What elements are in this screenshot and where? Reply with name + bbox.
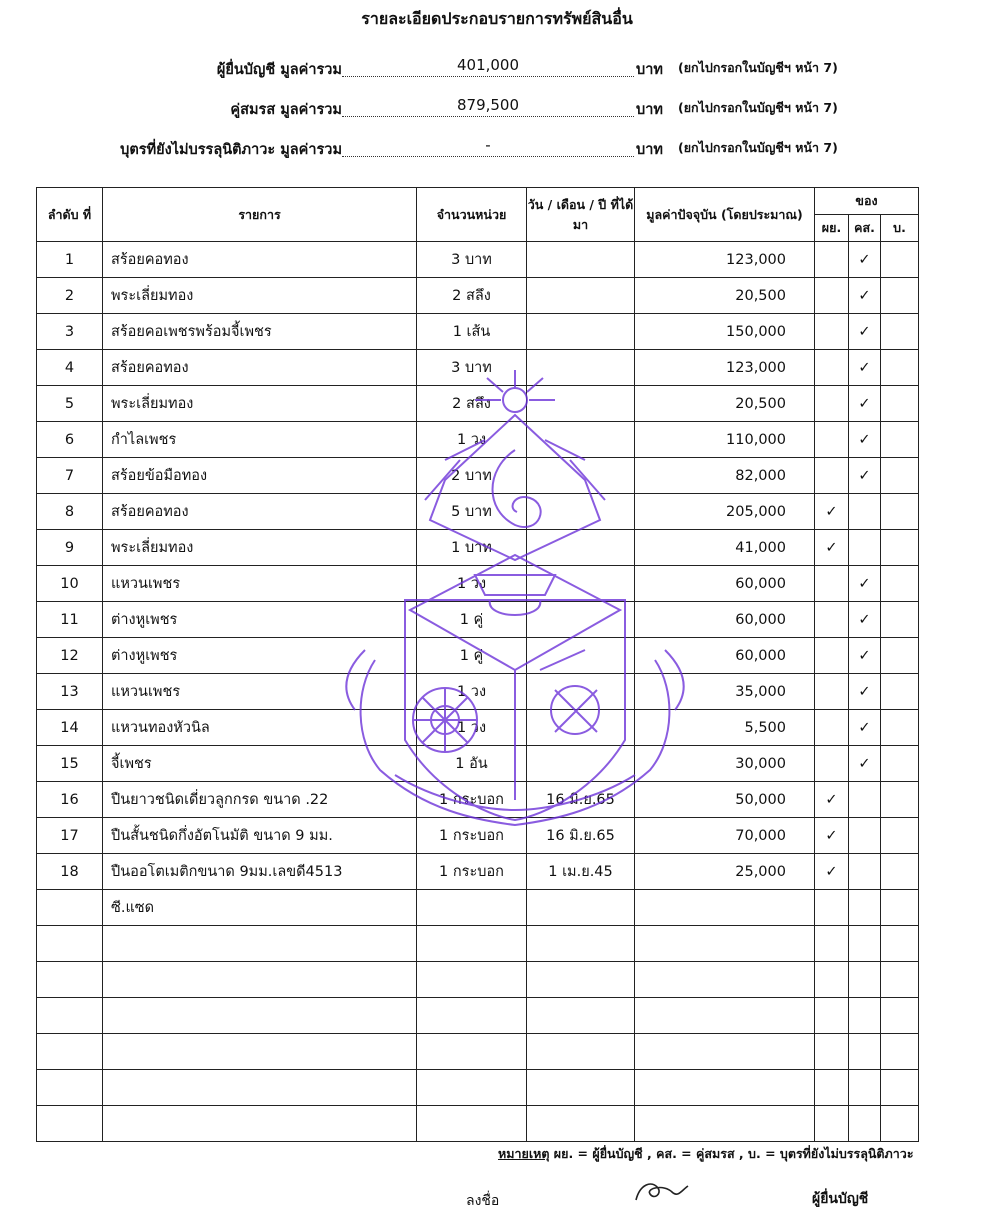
blank-cell <box>815 962 849 998</box>
blank-cell <box>881 926 919 962</box>
cell-owner-child <box>881 242 919 278</box>
check-mark-icon: ✓ <box>825 539 838 556</box>
cell-owner-declarant <box>815 674 849 710</box>
check-mark-icon: ✓ <box>858 251 871 268</box>
blank-cell <box>37 1034 103 1070</box>
cell-owner-spouse <box>849 710 881 746</box>
cell-owner-child <box>881 386 919 422</box>
cell-no: 11 <box>37 602 103 638</box>
table-row <box>37 638 919 674</box>
cell-owner-declarant <box>815 278 849 314</box>
cell-item: สร้อยคอทอง <box>103 242 417 278</box>
cell-owner-child <box>881 566 919 602</box>
cell-owner-child <box>881 818 919 854</box>
cell-item: แหวนทองหัวนิล <box>103 710 417 746</box>
table-row <box>37 890 919 926</box>
cell-value: 205,000 <box>635 494 815 530</box>
check-mark-icon: ✓ <box>858 323 871 340</box>
cell-qty: 1 บาท <box>417 530 527 566</box>
blank-cell <box>527 1034 635 1070</box>
cell-value: 25,000 <box>635 854 815 890</box>
cell-owner-declarant <box>815 566 849 602</box>
cell-value: 20,500 <box>635 278 815 314</box>
check-mark-icon: ✓ <box>858 359 871 376</box>
cell-qty: 1 วง <box>417 422 527 458</box>
cell-qty: 1 กระบอก <box>417 854 527 890</box>
cell-value: 123,000 <box>635 350 815 386</box>
cell-owner-spouse <box>849 782 881 818</box>
cell-owner-spouse <box>849 494 881 530</box>
table-row <box>37 278 919 314</box>
blank-cell <box>527 998 635 1034</box>
cell-date <box>527 638 635 674</box>
cell-owner-spouse <box>849 350 881 386</box>
blank-cell <box>635 1106 815 1142</box>
cell-date <box>527 278 635 314</box>
blank-cell <box>417 926 527 962</box>
cell-owner-child <box>881 458 919 494</box>
header-qty: จำนวนหน่วย <box>417 188 527 242</box>
check-mark-icon: ✓ <box>825 863 838 880</box>
blank-row <box>37 926 919 962</box>
cell-owner-spouse <box>849 242 881 278</box>
cell-value: 60,000 <box>635 566 815 602</box>
cell-date: 1 เม.ย.45 <box>527 854 635 890</box>
remark <box>498 1144 914 1164</box>
cell-value: 123,000 <box>635 242 815 278</box>
cell-item: สร้อยคอเพชรพร้อมจี้เพชร <box>103 314 417 350</box>
table-row <box>37 494 919 530</box>
blank-cell <box>849 1070 881 1106</box>
summary-unit: บาท <box>636 102 663 118</box>
table-row <box>37 710 919 746</box>
cell-value: 41,000 <box>635 530 815 566</box>
footer-sign-label: ลงชื่อ <box>466 1193 500 1209</box>
cell-owner-declarant <box>815 710 849 746</box>
cell-no: 7 <box>37 458 103 494</box>
blank-cell <box>417 1106 527 1142</box>
table-row <box>37 314 919 350</box>
blank-cell <box>635 998 815 1034</box>
check-mark-icon: ✓ <box>825 827 838 844</box>
blank-cell <box>635 1034 815 1070</box>
cell-date <box>527 602 635 638</box>
header-owner-child: บ. <box>881 215 919 242</box>
cell-item: ต่างหูเพชร <box>103 602 417 638</box>
check-mark-icon: ✓ <box>858 395 871 412</box>
blank-cell <box>527 1070 635 1106</box>
cell-owner-child <box>881 602 919 638</box>
blank-cell <box>37 962 103 998</box>
cell-owner-child <box>881 530 919 566</box>
handwritten-signature <box>632 1178 692 1204</box>
cell-value: 30,000 <box>635 746 815 782</box>
cell-qty: 3 บาท <box>417 350 527 386</box>
cell-owner-child <box>881 422 919 458</box>
blank-row <box>37 1106 919 1142</box>
check-mark-icon: ✓ <box>858 755 871 772</box>
blank-cell <box>849 1034 881 1070</box>
cell-owner-declarant <box>815 314 849 350</box>
cell-no: 6 <box>37 422 103 458</box>
summary-declarant <box>0 58 994 82</box>
header-owner: ของ <box>815 188 919 215</box>
cell-owner-child <box>881 854 919 890</box>
cell-owner-child <box>881 638 919 674</box>
blank-cell <box>881 1070 919 1106</box>
header-value: มูลค่าปัจจุบัน (โดยประมาณ) <box>635 188 815 242</box>
cell-no: 3 <box>37 314 103 350</box>
cell-owner-declarant <box>815 854 849 890</box>
cell-owner-declarant <box>815 782 849 818</box>
table-row <box>37 422 919 458</box>
blank-cell <box>527 1106 635 1142</box>
cell-qty: 1 อัน <box>417 746 527 782</box>
cell-qty: 2 สลึง <box>417 386 527 422</box>
blank-cell <box>103 962 417 998</box>
cell-item: ปืนออโตเมติกขนาด 9มม.เลขดี4513 <box>103 854 417 890</box>
cell-date: 16 มิ.ย.65 <box>527 818 635 854</box>
page-title: รายละเอียดประกอบรายการทรัพย์สินอื่น <box>361 9 633 28</box>
cell-item: ซี.แซด <box>103 890 417 926</box>
cell-qty: 1 วง <box>417 674 527 710</box>
cell-owner-spouse <box>849 422 881 458</box>
blank-cell <box>815 1034 849 1070</box>
remark-text: ผย. = ผู้ยื่นบัญชี , คส. = คู่สมรส , บ. = บุตรที่ยังไม่บรรลุนิติภาวะ <box>549 1146 914 1161</box>
blank-cell <box>417 1034 527 1070</box>
blank-cell <box>635 1070 815 1106</box>
cell-item: แหวนเพชร <box>103 566 417 602</box>
cell-owner-spouse <box>849 674 881 710</box>
cell-no <box>37 890 103 926</box>
table-row <box>37 602 919 638</box>
table-row <box>37 818 919 854</box>
blank-cell <box>849 962 881 998</box>
cell-owner-child <box>881 710 919 746</box>
summary-value: 401,000 <box>456 56 520 74</box>
cell-qty <box>417 890 527 926</box>
cell-value: 5,500 <box>635 710 815 746</box>
cell-no: 5 <box>37 386 103 422</box>
blank-cell <box>103 1034 417 1070</box>
cell-owner-declarant <box>815 638 849 674</box>
cell-owner-child <box>881 746 919 782</box>
table-row <box>37 782 919 818</box>
summary-note: (ยกไปกรอกในบัญชีฯ หน้า 7) <box>678 60 838 75</box>
cell-owner-spouse <box>849 854 881 890</box>
summary-unit: บาท <box>636 62 663 78</box>
cell-date <box>527 494 635 530</box>
blank-cell <box>417 962 527 998</box>
blank-cell <box>635 926 815 962</box>
cell-no: 2 <box>37 278 103 314</box>
cell-owner-child <box>881 314 919 350</box>
cell-owner-declarant <box>815 890 849 926</box>
blank-cell <box>881 998 919 1034</box>
cell-date <box>527 674 635 710</box>
blank-row <box>37 962 919 998</box>
header-no: ลำดับ ที่ <box>37 188 103 242</box>
check-mark-icon: ✓ <box>858 287 871 304</box>
blank-cell <box>37 1070 103 1106</box>
header-date: วัน / เดือน / ปี ที่ได้มา <box>527 188 635 242</box>
cell-date <box>527 746 635 782</box>
cell-value: 60,000 <box>635 638 815 674</box>
blank-row <box>37 998 919 1034</box>
asset-table-body <box>37 242 919 1142</box>
cell-item: สร้อยข้อมือทอง <box>103 458 417 494</box>
check-mark-icon: ✓ <box>825 503 838 520</box>
cell-qty: 1 กระบอก <box>417 782 527 818</box>
blank-cell <box>103 998 417 1034</box>
cell-no: 10 <box>37 566 103 602</box>
table-row <box>37 242 919 278</box>
cell-no: 13 <box>37 674 103 710</box>
check-mark-icon: ✓ <box>858 611 871 628</box>
cell-qty: 3 บาท <box>417 242 527 278</box>
table-row <box>37 746 919 782</box>
cell-qty: 1 คู่ <box>417 638 527 674</box>
blank-cell <box>849 998 881 1034</box>
cell-owner-declarant <box>815 422 849 458</box>
cell-owner-spouse <box>849 314 881 350</box>
footer-declarant-label: ผู้ยื่นบัญชี <box>812 1191 869 1207</box>
blank-row <box>37 1034 919 1070</box>
cell-no: 17 <box>37 818 103 854</box>
blank-cell <box>635 962 815 998</box>
cell-owner-child <box>881 350 919 386</box>
cell-date <box>527 890 635 926</box>
header-owner-declarant: ผย. <box>815 215 849 242</box>
cell-value: 150,000 <box>635 314 815 350</box>
check-mark-icon: ✓ <box>858 467 871 484</box>
check-mark-icon: ✓ <box>858 719 871 736</box>
cell-value: 82,000 <box>635 458 815 494</box>
blank-cell <box>815 1070 849 1106</box>
cell-no: 15 <box>37 746 103 782</box>
cell-no: 1 <box>37 242 103 278</box>
cell-no: 18 <box>37 854 103 890</box>
cell-no: 12 <box>37 638 103 674</box>
remark-label: หมายเหตุ <box>498 1146 550 1161</box>
cell-value: 60,000 <box>635 602 815 638</box>
asset-table <box>36 187 919 1142</box>
summary-note: (ยกไปกรอกในบัญชีฯ หน้า 7) <box>678 100 838 115</box>
cell-owner-declarant <box>815 818 849 854</box>
cell-owner-declarant <box>815 458 849 494</box>
cell-qty: 5 บาท <box>417 494 527 530</box>
cell-owner-spouse <box>849 746 881 782</box>
cell-item: จี้เพชร <box>103 746 417 782</box>
blank-cell <box>37 998 103 1034</box>
cell-item: กำไลเพชร <box>103 422 417 458</box>
cell-owner-spouse <box>849 818 881 854</box>
cell-date: 16 มิ.ย.65 <box>527 782 635 818</box>
table-row <box>37 386 919 422</box>
blank-row <box>37 1070 919 1106</box>
cell-qty: 1 กระบอก <box>417 818 527 854</box>
cell-item: ต่างหูเพชร <box>103 638 417 674</box>
blank-cell <box>815 998 849 1034</box>
cell-date <box>527 386 635 422</box>
blank-cell <box>815 1106 849 1142</box>
cell-no: 4 <box>37 350 103 386</box>
summary-spouse <box>0 98 994 122</box>
cell-owner-spouse <box>849 602 881 638</box>
cell-value: 50,000 <box>635 782 815 818</box>
blank-cell <box>417 1070 527 1106</box>
blank-cell <box>849 1106 881 1142</box>
check-mark-icon: ✓ <box>825 791 838 808</box>
cell-item: สร้อยคอทอง <box>103 350 417 386</box>
cell-owner-spouse <box>849 278 881 314</box>
cell-item: สร้อยคอทอง <box>103 494 417 530</box>
cell-owner-spouse <box>849 458 881 494</box>
cell-value: 70,000 <box>635 818 815 854</box>
blank-cell <box>527 962 635 998</box>
table-row <box>37 530 919 566</box>
summary-value: 879,500 <box>456 96 520 114</box>
blank-cell <box>527 926 635 962</box>
cell-owner-declarant <box>815 494 849 530</box>
cell-date <box>527 710 635 746</box>
cell-owner-spouse <box>849 890 881 926</box>
summary-label: คู่สมรส มูลค่ารวม <box>230 102 342 118</box>
header-item: รายการ <box>103 188 417 242</box>
summary-unit: บาท <box>636 142 663 158</box>
cell-value <box>635 890 815 926</box>
blank-cell <box>417 998 527 1034</box>
cell-item: พระเลี่ยมทอง <box>103 278 417 314</box>
cell-item: ปืนยาวชนิดเดี่ยวลูกกรด ขนาด .22 <box>103 782 417 818</box>
cell-no: 16 <box>37 782 103 818</box>
cell-qty: 1 คู่ <box>417 602 527 638</box>
summary-label: บุตรที่ยังไม่บรรลุนิติภาวะ มูลค่ารวม <box>120 142 342 158</box>
summary-note: (ยกไปกรอกในบัญชีฯ หน้า 7) <box>678 140 838 155</box>
cell-date <box>527 566 635 602</box>
summary-child <box>0 138 994 162</box>
blank-cell <box>881 1034 919 1070</box>
cell-qty: 2 บาท <box>417 458 527 494</box>
summary-label: ผู้ยื่นบัญชี มูลค่ารวม <box>216 62 342 78</box>
cell-qty: 1 เส้น <box>417 314 527 350</box>
cell-item: พระเลี่ยมทอง <box>103 386 417 422</box>
cell-no: 9 <box>37 530 103 566</box>
table-row <box>37 566 919 602</box>
cell-no: 8 <box>37 494 103 530</box>
blank-cell <box>849 926 881 962</box>
check-mark-icon: ✓ <box>858 431 871 448</box>
cell-qty: 2 สลึง <box>417 278 527 314</box>
check-mark-icon: ✓ <box>858 647 871 664</box>
cell-owner-declarant <box>815 602 849 638</box>
cell-owner-spouse <box>849 638 881 674</box>
cell-date <box>527 458 635 494</box>
check-mark-icon: ✓ <box>858 575 871 592</box>
table-row <box>37 674 919 710</box>
table-row <box>37 458 919 494</box>
cell-owner-child <box>881 890 919 926</box>
table-row <box>37 854 919 890</box>
cell-item: แหวนเพชร <box>103 674 417 710</box>
cell-date <box>527 314 635 350</box>
cell-owner-declarant <box>815 386 849 422</box>
cell-owner-child <box>881 494 919 530</box>
cell-value: 110,000 <box>635 422 815 458</box>
cell-item: ปืนสั้นชนิดกึ่งอัตโนมัติ ขนาด 9 มม. <box>103 818 417 854</box>
cell-owner-child <box>881 782 919 818</box>
blank-cell <box>881 1106 919 1142</box>
cell-no: 14 <box>37 710 103 746</box>
cell-qty: 1 วง <box>417 710 527 746</box>
cell-value: 20,500 <box>635 386 815 422</box>
summary-value: - <box>485 136 491 154</box>
blank-cell <box>37 1106 103 1142</box>
cell-date <box>527 242 635 278</box>
cell-owner-declarant <box>815 350 849 386</box>
cell-owner-spouse <box>849 530 881 566</box>
cell-date <box>527 530 635 566</box>
cell-qty: 1 วง <box>417 566 527 602</box>
blank-cell <box>103 1070 417 1106</box>
blank-cell <box>103 1106 417 1142</box>
cell-item: พระเลี่ยมทอง <box>103 530 417 566</box>
blank-cell <box>37 926 103 962</box>
header-owner-spouse: คส. <box>849 215 881 242</box>
cell-owner-declarant <box>815 746 849 782</box>
blank-cell <box>815 926 849 962</box>
cell-owner-declarant <box>815 242 849 278</box>
cell-owner-declarant <box>815 530 849 566</box>
cell-owner-child <box>881 278 919 314</box>
blank-cell <box>103 926 417 962</box>
cell-date <box>527 350 635 386</box>
cell-owner-spouse <box>849 566 881 602</box>
cell-date <box>527 422 635 458</box>
table-row <box>37 350 919 386</box>
blank-cell <box>881 962 919 998</box>
cell-owner-spouse <box>849 386 881 422</box>
check-mark-icon: ✓ <box>858 683 871 700</box>
cell-owner-child <box>881 674 919 710</box>
cell-value: 35,000 <box>635 674 815 710</box>
